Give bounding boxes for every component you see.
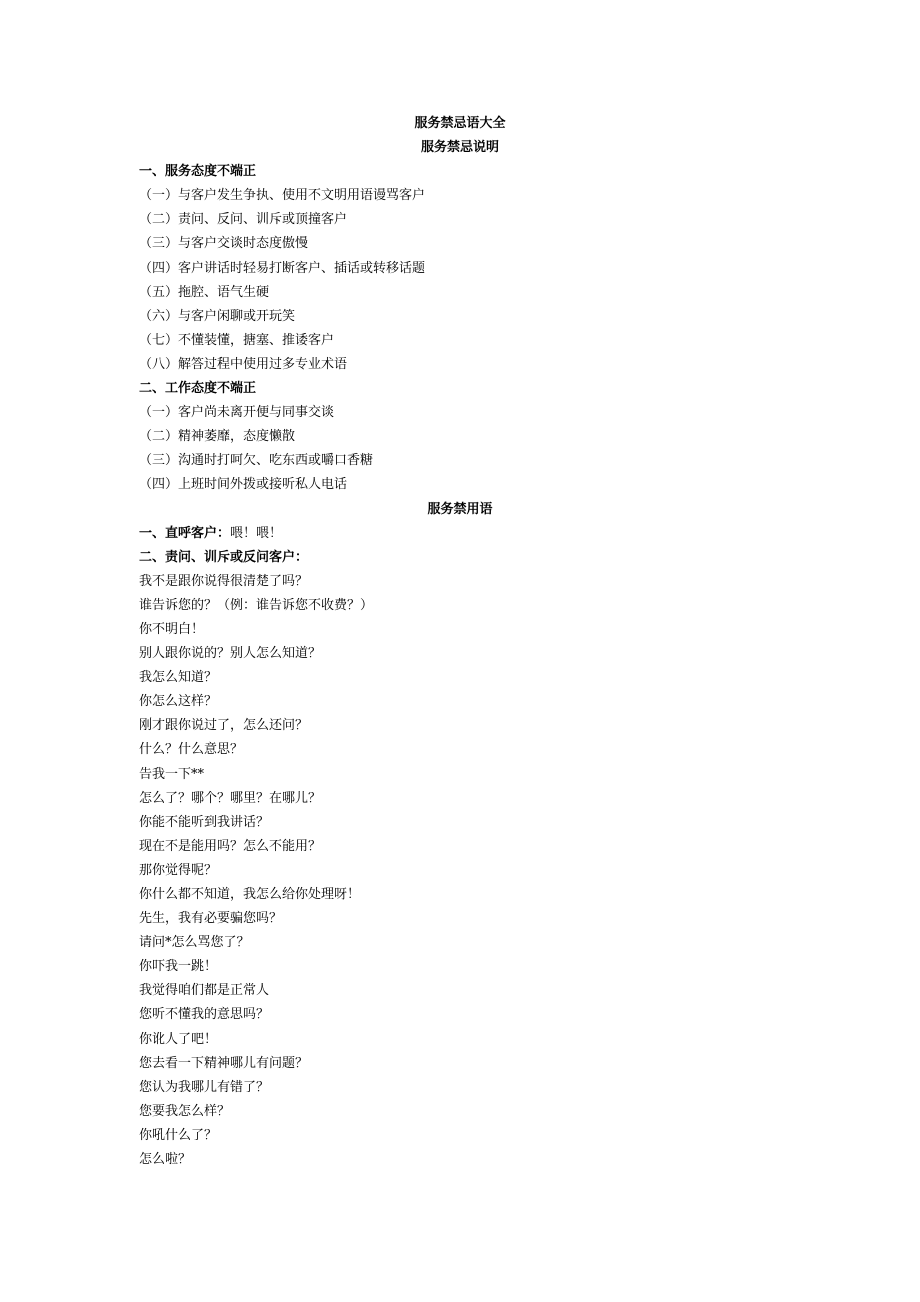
list-item: （二）精神萎靡，态度懒散	[139, 429, 296, 445]
main-title: 服务禁忌语大全	[414, 116, 506, 131]
phrase-item: 谁告诉您的？（例：谁告诉您不收费？）	[139, 597, 374, 613]
phrase-item: 我觉得咱们都是正常人	[139, 983, 270, 999]
forbidden-title: 服务禁用语	[427, 501, 493, 517]
list-item: （一）与客户发生争执、使用不文明用语谩骂客户	[139, 188, 426, 204]
section-heading: 一、直呼客户：	[139, 525, 231, 541]
phrase-item: 你吼什么了？	[139, 1127, 218, 1143]
list-item: （八）解答过程中使用过多专业术语	[139, 356, 348, 372]
phrase: 喂！喂！	[230, 525, 283, 541]
phrase-item: 刚才跟你说过了，怎么还问？	[139, 718, 309, 734]
phrase-item: 告我一下**	[139, 766, 205, 782]
phrase-item: 你吓我一跳！	[139, 959, 218, 975]
document-content	[139, 112, 781, 1172]
phrase-item: 请问*怎么骂您了？	[139, 935, 250, 951]
phrase-item: 我不是跟你说得很清楚了吗？	[139, 573, 309, 589]
phrase-item: 你不明白！	[139, 621, 205, 637]
phrase-item: 别人跟你说的？别人怎么知道？	[139, 646, 322, 662]
subtitle: 服务禁忌说明	[420, 140, 499, 156]
phrase-item: 先生，我有必要骗您吗？	[139, 911, 283, 927]
list-item: （三）沟通时打呵欠、吃东西或嚼口香糖	[139, 453, 374, 469]
list-item: （二）责问、反问、训斥或顶撞客户	[139, 212, 348, 228]
list-item: （五）拖腔、语气生硬	[139, 284, 270, 300]
phrase-item: 您要我怎么样？	[139, 1103, 231, 1119]
phrase-item: 那你觉得呢？	[139, 862, 218, 878]
phrase-item: 你讹人了吧！	[139, 1031, 218, 1047]
section-heading: 一、服务态度不端正	[139, 164, 257, 180]
phrase-item: 您听不懂我的意思吗？	[139, 1007, 270, 1023]
phrase-item: 您去看一下精神哪儿有问题？	[139, 1055, 309, 1071]
section-heading: 二、工作态度不端正	[139, 381, 257, 397]
list-item: （六）与客户闲聊或开玩笑	[139, 308, 296, 324]
section-heading: 二、责问、训斥或反问客户：	[139, 549, 309, 565]
forbidden-line-direct	[139, 522, 781, 546]
phrase-item: 怎么了？哪个？哪里？在哪儿？	[139, 790, 322, 806]
list-item: （四）客户讲话时轻易打断客户、插话或转移话题	[139, 260, 426, 276]
list-item: （三）与客户交谈时态度傲慢	[139, 236, 309, 252]
list-item: （四）上班时间外拨或接听私人电话	[139, 477, 348, 493]
phrase-item: 什么？什么意思？	[139, 742, 244, 758]
list-item: （七）不懂装懂，搪塞、推诿客户	[139, 332, 335, 348]
phrase-item: 你怎么这样？	[139, 694, 218, 710]
phrase-item: 怎么啦？	[139, 1152, 192, 1168]
phrase-item: 现在不是能用吗？怎么不能用？	[139, 838, 322, 854]
list-item: （一）客户尚未离开便与同事交谈	[139, 405, 335, 421]
phrase-item: 你什么都不知道，我怎么给你处理呀！	[139, 887, 361, 902]
phrase-item: 我怎么知道？	[139, 670, 218, 686]
phrase-item: 你能不能听到我讲话？	[139, 814, 270, 830]
phrase-item: 您认为我哪儿有错了？	[139, 1079, 270, 1095]
